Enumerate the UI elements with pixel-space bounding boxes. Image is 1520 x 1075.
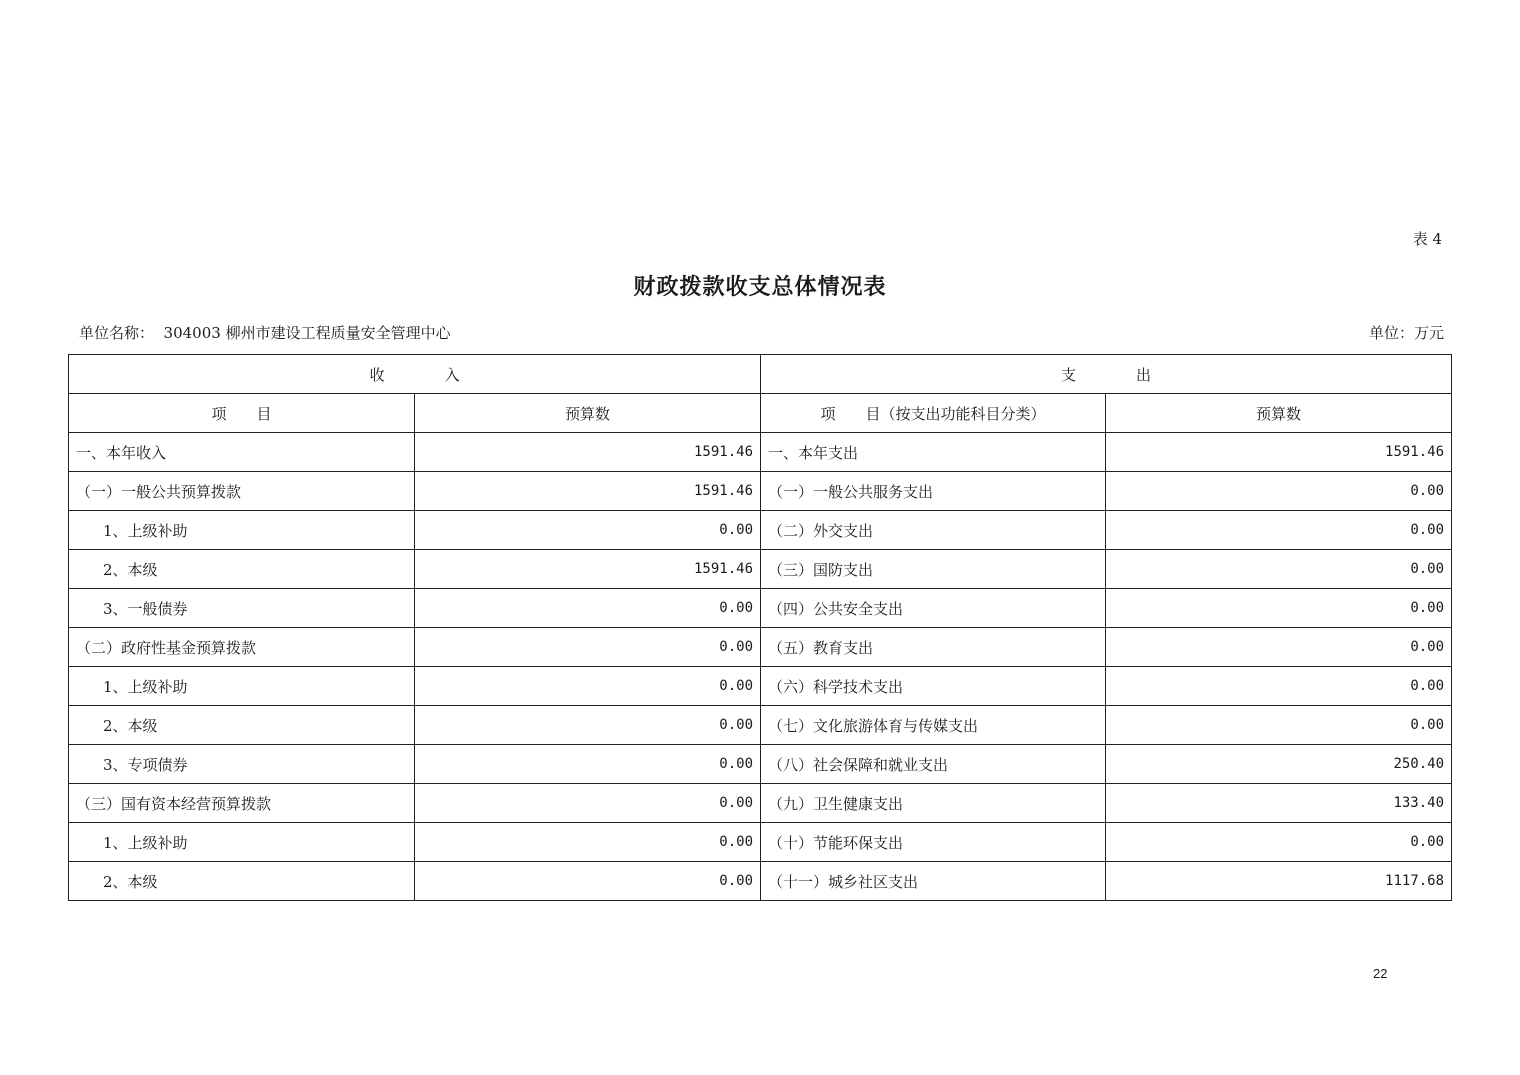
- income-item: （三）国有资本经营预算拨款: [69, 784, 415, 823]
- income-value: 0.00: [415, 784, 761, 823]
- income-value: 0.00: [415, 589, 761, 628]
- expense-item: （十）节能环保支出: [761, 823, 1106, 862]
- table-number-label: 表 4: [1412, 230, 1442, 248]
- expense-value: 133.40: [1106, 784, 1452, 823]
- expense-budget-header: 预算数: [1106, 394, 1452, 433]
- table-row: [69, 862, 1452, 901]
- table-row: [69, 667, 1452, 706]
- expense-item: （十一）城乡社区支出: [761, 862, 1106, 901]
- expense-item: 一、本年支出: [761, 433, 1106, 472]
- expense-value: 0.00: [1106, 667, 1452, 706]
- income-header: 收 入: [69, 355, 761, 394]
- income-value: 0.00: [415, 823, 761, 862]
- income-item-header: 项 目: [69, 394, 415, 433]
- expense-value: 0.00: [1106, 589, 1452, 628]
- expense-item: （七）文化旅游体育与传媒支出: [761, 706, 1106, 745]
- expense-item: （九）卫生健康支出: [761, 784, 1106, 823]
- income-value: 0.00: [415, 745, 761, 784]
- unit-label: 单位：万元: [1368, 324, 1444, 342]
- income-value: 1591.46: [415, 472, 761, 511]
- table-row: [69, 823, 1452, 862]
- income-value: 1591.46: [415, 433, 761, 472]
- unit-name: 单位名称： 304003 柳州市建设工程质量安全管理中心: [79, 324, 451, 342]
- income-item: 2、本级: [69, 706, 415, 745]
- table-row: [69, 745, 1452, 784]
- expense-item: （一）一般公共服务支出: [761, 472, 1106, 511]
- page-title: 财政拨款收支总体情况表: [633, 274, 887, 300]
- table-row: [69, 433, 1452, 472]
- section-header-row: [69, 355, 1452, 394]
- expense-value: 1591.46: [1106, 433, 1452, 472]
- income-item: 1、上级补助: [69, 667, 415, 706]
- expense-item: （五）教育支出: [761, 628, 1106, 667]
- income-value: 0.00: [415, 628, 761, 667]
- page-number: 22: [1373, 966, 1388, 981]
- income-item: （二）政府性基金预算拨款: [69, 628, 415, 667]
- expense-value: 1117.68: [1106, 862, 1452, 901]
- table-row: [69, 550, 1452, 589]
- income-item: 1、上级补助: [69, 823, 415, 862]
- income-budget-header: 预算数: [415, 394, 761, 433]
- income-item: 2、本级: [69, 862, 415, 901]
- table-row: [69, 628, 1452, 667]
- income-value: 0.00: [415, 667, 761, 706]
- expense-item: （六）科学技术支出: [761, 667, 1106, 706]
- expense-header: 支 出: [761, 355, 1452, 394]
- expense-item: （二）外交支出: [761, 511, 1106, 550]
- expense-value: 0.00: [1106, 823, 1452, 862]
- expense-item-header: 项 目（按支出功能科目分类）: [761, 394, 1106, 433]
- expense-item: （四）公共安全支出: [761, 589, 1106, 628]
- income-value: 1591.46: [415, 550, 761, 589]
- income-item: 2、本级: [69, 550, 415, 589]
- table-row: [69, 784, 1452, 823]
- income-item: 1、上级补助: [69, 511, 415, 550]
- expense-item: （八）社会保障和就业支出: [761, 745, 1106, 784]
- income-item: （一）一般公共预算拨款: [69, 472, 415, 511]
- income-value: 0.00: [415, 511, 761, 550]
- table-row: [69, 589, 1452, 628]
- expense-value: 250.40: [1106, 745, 1452, 784]
- column-header-row: [69, 394, 1452, 433]
- expense-value: 0.00: [1106, 706, 1452, 745]
- expense-item: （三）国防支出: [761, 550, 1106, 589]
- budget-table: [68, 354, 1452, 901]
- income-item: 一、本年收入: [69, 433, 415, 472]
- table-row: [69, 472, 1452, 511]
- income-item: 3、一般债券: [69, 589, 415, 628]
- table-row: [69, 706, 1452, 745]
- income-value: 0.00: [415, 706, 761, 745]
- expense-value: 0.00: [1106, 511, 1452, 550]
- income-value: 0.00: [415, 862, 761, 901]
- table-row: [69, 511, 1452, 550]
- expense-value: 0.00: [1106, 472, 1452, 511]
- income-item: 3、专项债券: [69, 745, 415, 784]
- expense-value: 0.00: [1106, 550, 1452, 589]
- expense-value: 0.00: [1106, 628, 1452, 667]
